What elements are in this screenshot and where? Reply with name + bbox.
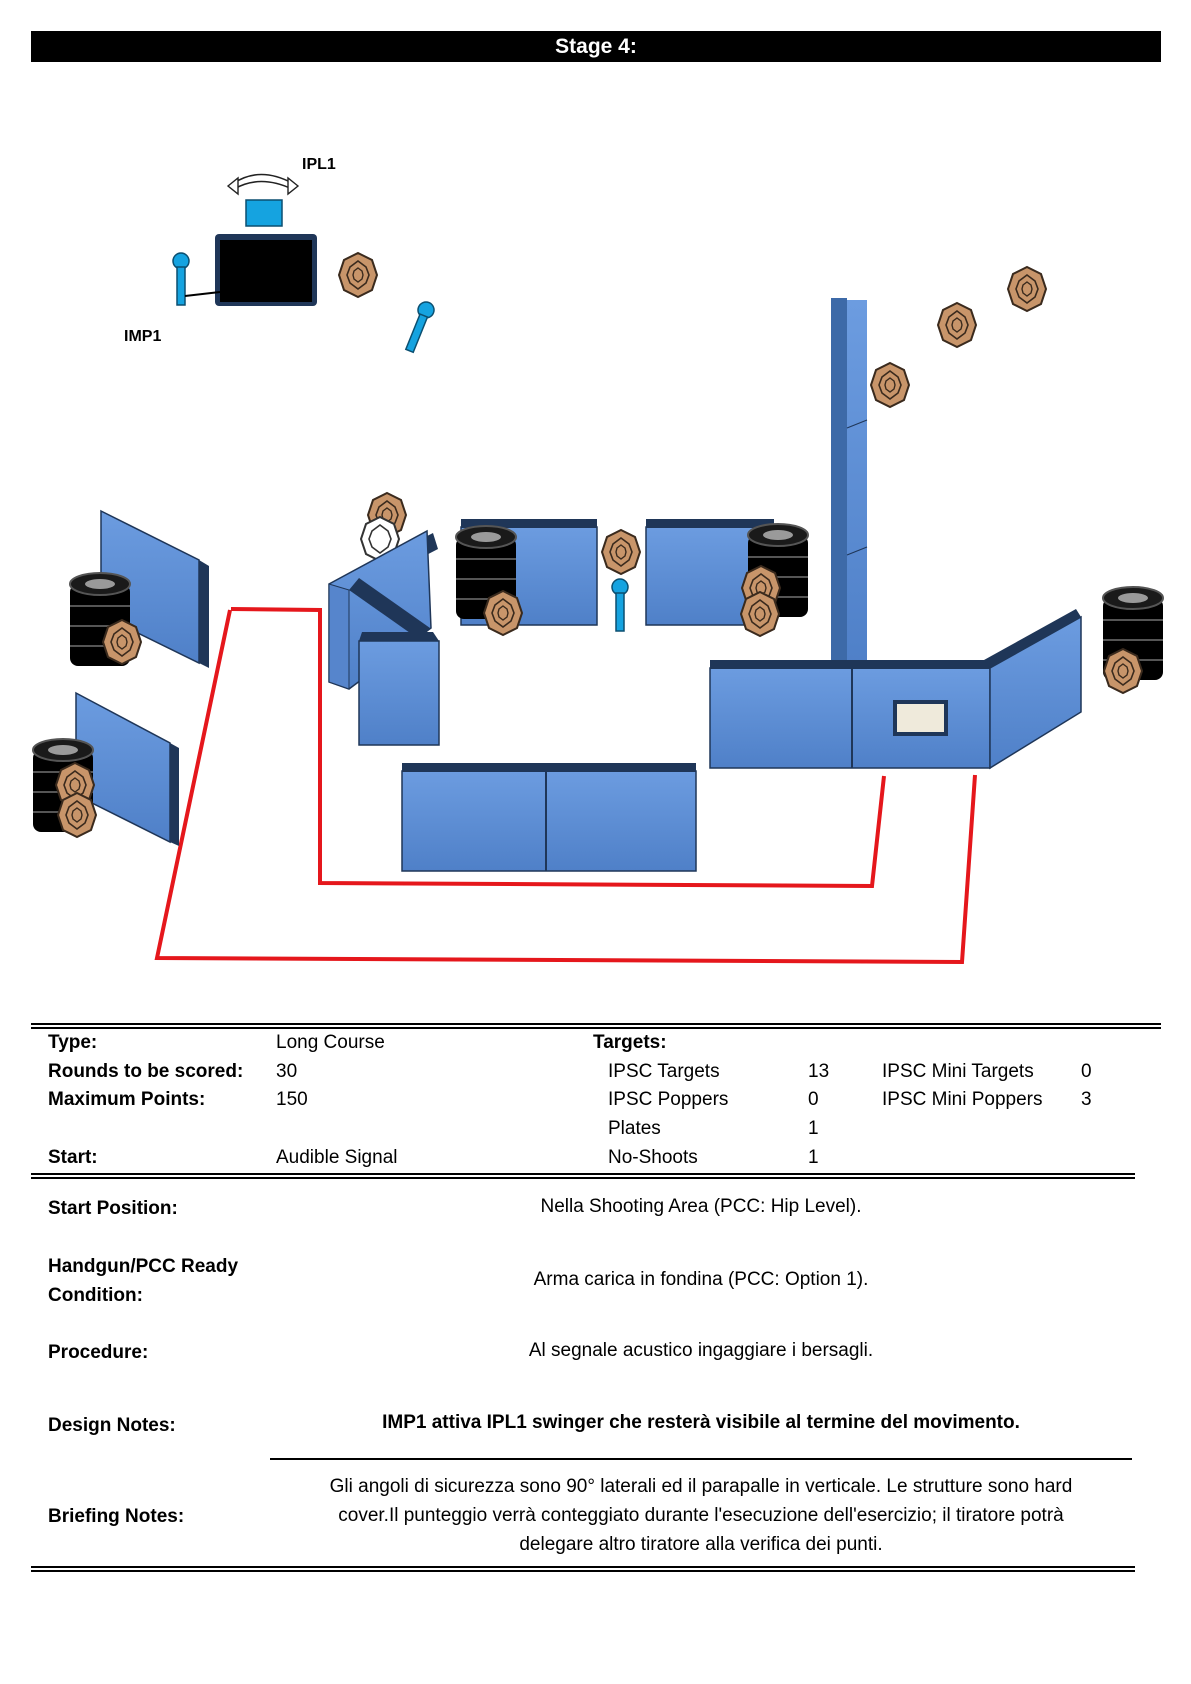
ipsc-target xyxy=(339,253,377,297)
stage-diagram xyxy=(0,70,1191,1010)
briefing-notes-line: cover.Il punteggio verrà conteggiato durante l'esecuzione dell'esercizio; il tiratore potrà xyxy=(338,1505,1064,1526)
type-label: Type: xyxy=(48,1032,98,1053)
ready-condition-label-line2: Condition: xyxy=(48,1285,143,1306)
target-name: IPSC Poppers xyxy=(608,1089,729,1110)
ipl1-label: IPL1 xyxy=(302,156,336,173)
briefing-notes-line: Gli angoli di sicurezza sono 90° laterali ed il parapalle in verticale. Le strutture sono hard xyxy=(329,1476,1073,1497)
procedure-label: Procedure: xyxy=(48,1342,149,1363)
ipsc-target xyxy=(1008,267,1046,311)
imp1-popper xyxy=(173,253,189,305)
popper-icon xyxy=(402,300,436,354)
ipl1-swinger xyxy=(215,175,317,307)
target-count: 1 xyxy=(808,1118,819,1139)
ipsc-target xyxy=(1104,649,1142,693)
ipsc-target xyxy=(602,530,640,574)
mini-target-name: IPSC Mini Targets xyxy=(882,1061,1034,1082)
start-label: Start: xyxy=(48,1147,98,1168)
ipsc-target xyxy=(938,303,976,347)
imp1-label: IMP1 xyxy=(124,328,162,345)
points-label: Maximum Points: xyxy=(48,1089,206,1110)
tall-wall xyxy=(831,298,867,664)
ready-condition-label-line1: Handgun/PCC Ready xyxy=(48,1256,239,1277)
start-value: Audible Signal xyxy=(276,1147,398,1168)
start-position-label: Start Position: xyxy=(48,1198,178,1219)
design-notes-value: IMP1 attiva IPL1 swinger che resterà visibile al termine del movimento. xyxy=(382,1412,1020,1433)
points-value: 150 xyxy=(276,1089,308,1110)
ipsc-target xyxy=(484,591,522,635)
briefing-notes-line: delegare altro tiratore alla verifica dei punti. xyxy=(519,1534,883,1555)
mini-target-count: 0 xyxy=(1081,1061,1092,1082)
mini-popper xyxy=(612,579,628,631)
plate-target xyxy=(897,704,944,732)
ipsc-target xyxy=(58,793,96,837)
rounds-value: 30 xyxy=(276,1061,298,1082)
target-count: 0 xyxy=(808,1089,819,1110)
start-position-value: Nella Shooting Area (PCC: Hip Level). xyxy=(540,1196,862,1217)
mini-target-count: 3 xyxy=(1081,1089,1092,1110)
front-wall xyxy=(402,763,696,871)
ipsc-target xyxy=(871,363,909,407)
ipsc-target xyxy=(741,592,779,636)
target-count: 13 xyxy=(808,1061,830,1082)
target-name: Plates xyxy=(608,1118,661,1139)
procedure-value: Al segnale acustico ingaggiare i bersagli. xyxy=(528,1340,874,1361)
mini-target-name: IPSC Mini Poppers xyxy=(882,1089,1043,1110)
type-value: Long Course xyxy=(276,1032,385,1053)
target-count: 1 xyxy=(808,1147,819,1168)
design-notes-label: Design Notes: xyxy=(48,1415,176,1436)
target-name: IPSC Targets xyxy=(608,1061,720,1082)
ready-condition-value: Arma carica in fondina (PCC: Option 1). xyxy=(533,1269,869,1290)
short-wall xyxy=(359,632,439,745)
rounds-label: Rounds to be scored: xyxy=(48,1061,244,1082)
targets-label: Targets: xyxy=(593,1032,667,1053)
stage-title: Stage 4: xyxy=(31,31,1161,62)
briefing-notes-label: Briefing Notes: xyxy=(48,1506,185,1527)
target-name: No-Shoots xyxy=(608,1147,698,1168)
ipsc-target xyxy=(103,620,141,664)
